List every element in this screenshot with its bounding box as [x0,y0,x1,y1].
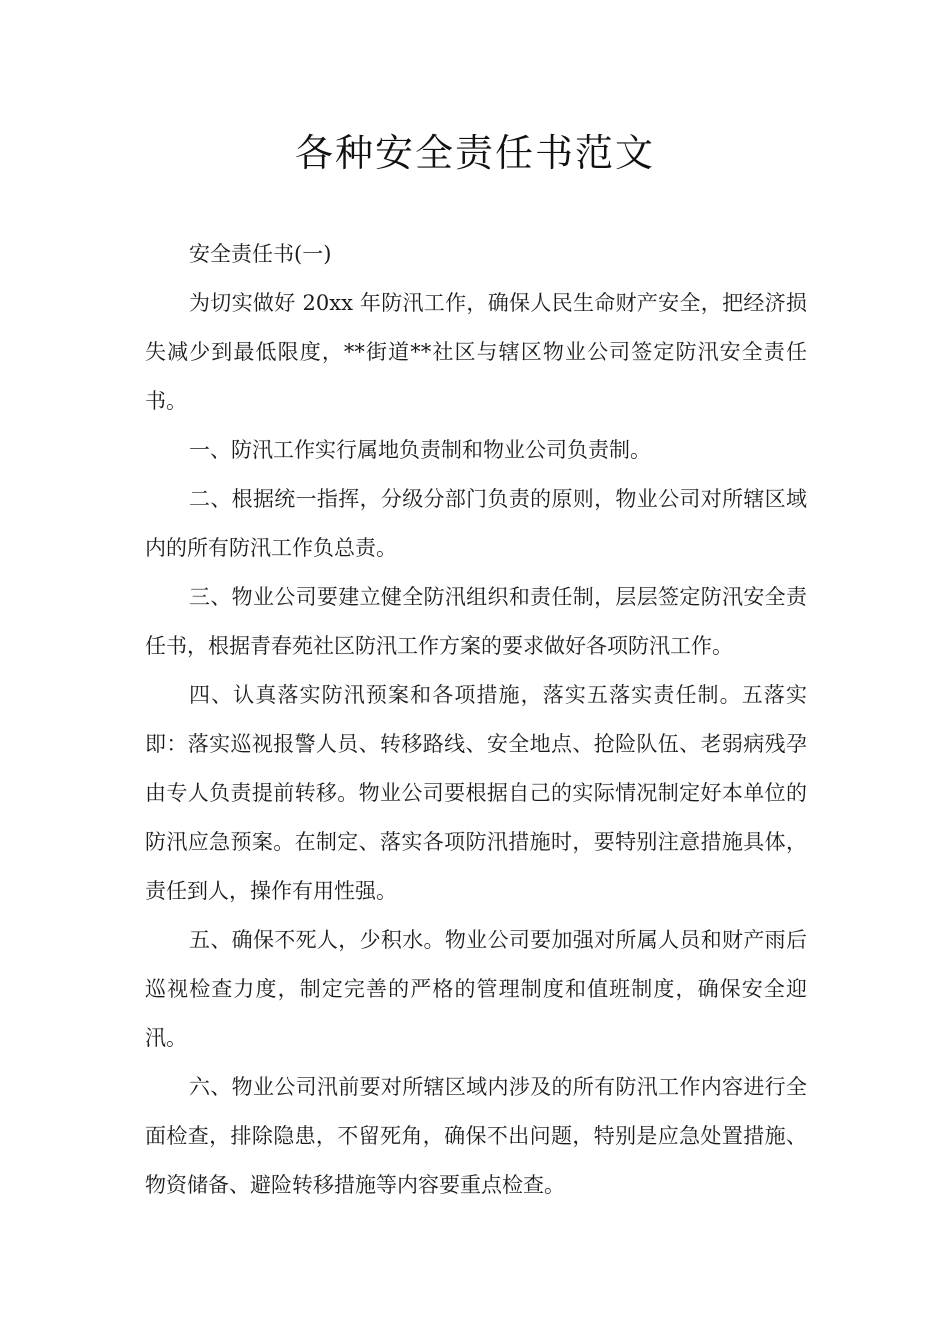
document-title: 各种安全责任书范文 [294,131,655,175]
paragraph-item-5: 五、确保不死人，少积水。物业公司要加强对所属人员和财产雨后巡视检查力度，制定完善的严格的管理制度和值班制度，确保安全迎汛。 [145,928,807,1050]
paragraph-heading: 安全责任书(一) [189,242,332,266]
paragraph-item-2: 二、根据统一指挥，分级分部门负责的原则，物业公司对所辖区域内的所有防汛工作负总责。 [145,487,807,560]
document-body [145,230,807,1210]
paragraph-item-1: 一、防汛工作实行属地负责制和物业公司负责制。 [189,438,651,462]
paragraph-intro: 为切实做好 20xx 年防汛工作，确保人民生命财产安全，把经济损失减少到最低限度，**街道**社区与辖区物业公司签定防汛安全责任书。 [145,291,807,413]
paragraph-item-6: 六、物业公司汛前要对所辖区域内涉及的所有防汛工作内容进行全面检查，排除隐患，不留死角，确保不出问题，特别是应急处置措施、物资储备、避险转移措施等内容要重点检查。 [145,1075,807,1197]
paragraph-item-4: 四、认真落实防汛预案和各项措施，落实五落实责任制。五落实即：落实巡视报警人员、转移路线、安全地点、抢险队伍、老弱病残孕由专人负责提前转移。物业公司要根据自己的实际情况制定好本单位的防汛应急预案。在制定、落实各项防汛措施时，要特别注意措施具体，责任到人，操作有用性强。 [145,683,807,903]
paragraph-item-3: 三、物业公司要建立健全防汛组织和责任制，层层签定防汛安全责任书，根据青春苑社区防汛工作方案的要求做好各项防汛工作。 [145,585,807,658]
